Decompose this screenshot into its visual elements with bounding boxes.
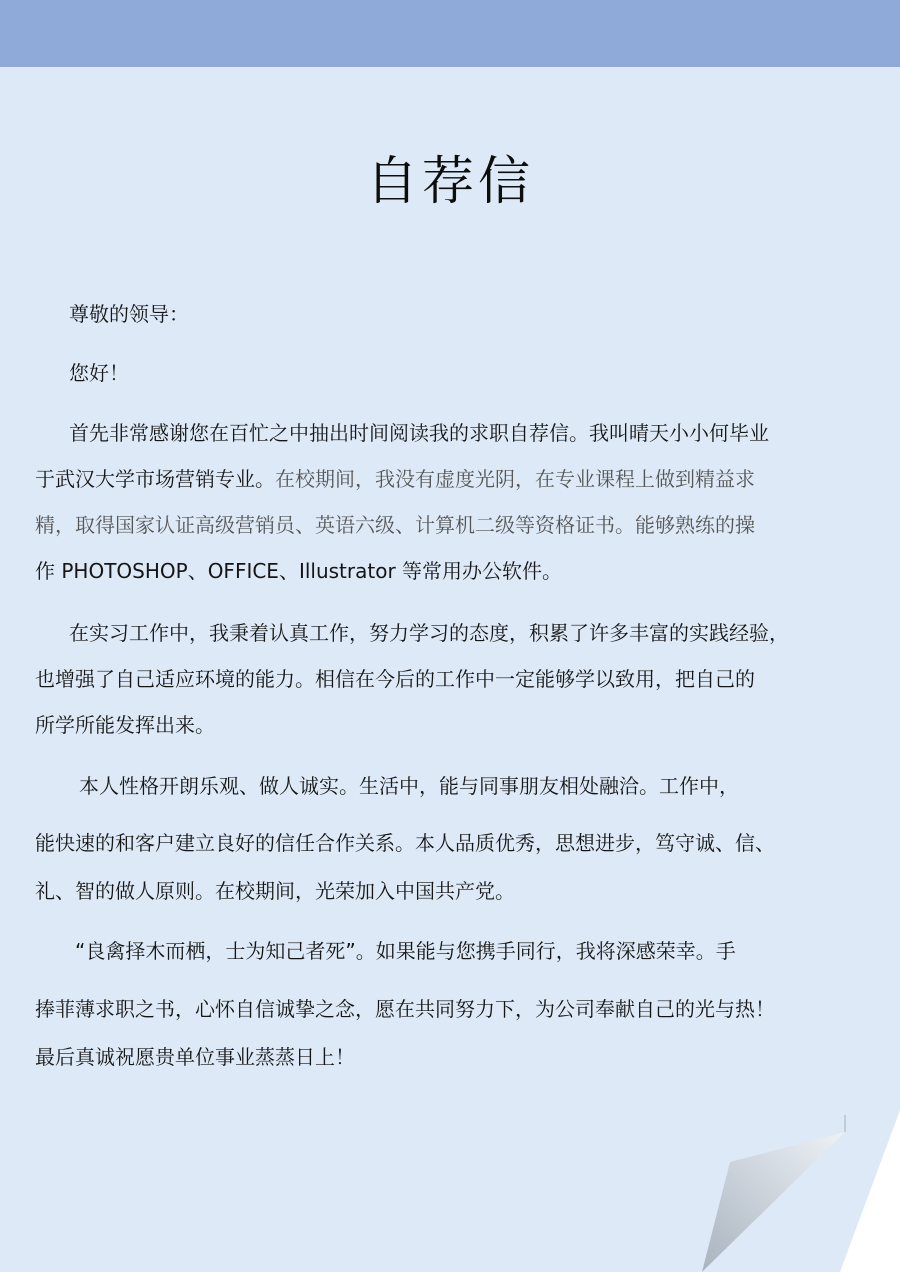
paragraph-2-line-3: 所学所能发挥出来。	[35, 713, 215, 737]
paragraph-4-line-2: 捧菲薄求职之书，心怀自信诚挚之念，愿在共同努力下，为公司奉献自己的光与热！	[35, 997, 775, 1021]
top-banner	[0, 0, 900, 67]
page-title: 自荐信	[365, 152, 534, 212]
paragraph-1-line-4: 作 PHOTOSHOP、OFFICE、Illustrator 等常用办公软件。	[35, 559, 563, 583]
curl-underlay	[840, 1110, 900, 1272]
paragraph-3-line-1: 本人性格开朗乐观、做人诚实。生活中，能与同事朋友相处融洽。工作中，	[79, 774, 739, 798]
curl-flap	[702, 1132, 845, 1272]
paragraph-2-line-2: 也增强了自己适应环境的能力。相信在今后的工作中一定能够学以致用，把自己的	[35, 667, 755, 691]
paragraph-3-line-2: 能快速的和客户建立良好的信任合作关系。本人品质优秀，思想进步，笃守诚、信、	[35, 831, 775, 855]
paragraph-1-line-2b: 在校期间，我没有虚度光阴，在专业课程上做到精益求	[275, 467, 755, 491]
paragraph-3-line-3: 礼、智的做人原则。在校期间，光荣加入中国共产党。	[35, 879, 515, 903]
paragraph-1-line-2	[35, 466, 870, 492]
page-curl-decoration	[690, 1110, 900, 1272]
paragraph-1-line-2a: 于武汉大学市场营销专业。	[35, 467, 275, 491]
paragraph-2-line-1: 在实习工作中，我秉着认真工作，努力学习的态度，积累了许多丰富的实践经验，	[69, 621, 789, 645]
paragraph-1-line-3: 精，取得国家认证高级营销员、英语六级、计算机二级等资格证书。能够熟练的操	[35, 513, 755, 537]
greeting: 您好！	[69, 361, 129, 385]
salutation: 尊敬的领导：	[69, 302, 189, 326]
paragraph-4-line-3: 最后真诚祝愿贵单位事业蒸蒸日上！	[35, 1045, 355, 1069]
paragraph-4-line-1: “良禽择木而栖，士为知己者死”。如果能与您携手同行，我将深感荣幸。手	[75, 939, 736, 963]
paragraph-1-line-1: 首先非常感谢您在百忙之中抽出时间阅读我的求职自荐信。我叫晴天小小何毕业	[69, 421, 769, 445]
